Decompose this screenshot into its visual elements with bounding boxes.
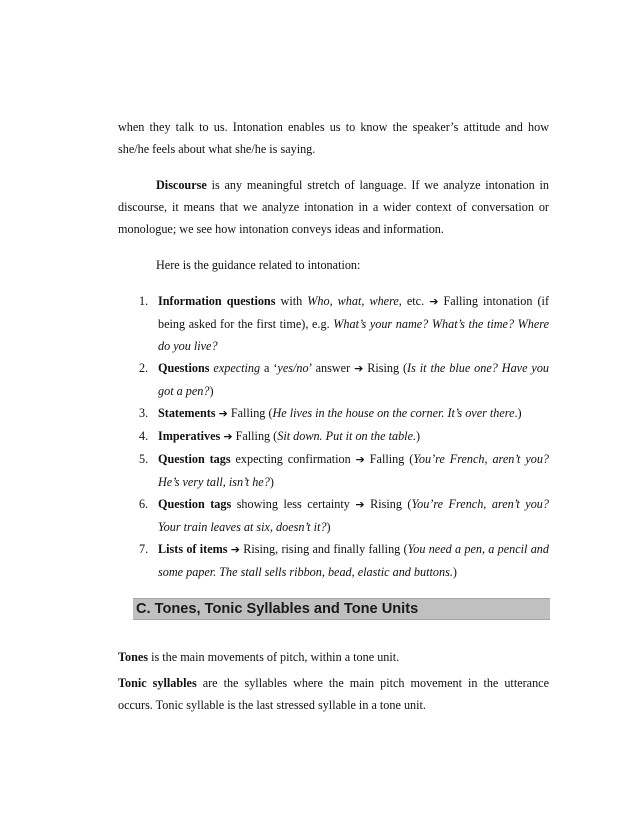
- list-item: 4. Imperatives ➔ Falling (Sit down. Put it on the table.): [118, 425, 549, 448]
- paragraph-tonic-syllables: [118, 672, 549, 716]
- arrow-icon: ➔: [355, 498, 365, 511]
- term-tonic-syllables: Tonic syllables: [118, 676, 197, 690]
- arrow-icon: ➔: [354, 362, 364, 375]
- arrow-icon: ➔: [218, 407, 228, 420]
- section-heading-band: [133, 598, 550, 620]
- section-heading: C. Tones, Tonic Syllables and Tone Units: [136, 601, 419, 617]
- list-number: 4.: [139, 429, 149, 443]
- arrow-icon: ➔: [429, 295, 439, 308]
- tonic-syllables-definition: are the syllables where the main pitch movement in the utterance occurs. Tonic syllable is the last stressed syllable in a tone unit.: [118, 676, 549, 712]
- list-number: 7.: [139, 542, 149, 556]
- list-number: 6.: [139, 497, 149, 511]
- term-discourse: Discourse: [156, 178, 207, 192]
- arrow-icon: ➔: [230, 543, 241, 556]
- paragraph-text: when they talk to us. Intonation enables us to know the speaker’s attitude and how she/he feels about what she/he is saying.: [118, 120, 549, 156]
- list-item: 5. Question tags expecting confirmation ➔ Falling (You’re French, aren’t you? He’s very tall, isn’t he?): [118, 448, 549, 493]
- list-number: 1.: [139, 294, 149, 308]
- discourse-definition: is any meaningful stretch of language. If we analyze intonation in discourse, it means that we analyze intonation in a wider context of conversation or monologue; we see how intonation conveys ideas and information.: [118, 178, 549, 236]
- list-item: 3. Statements ➔ Falling (He lives in the house on the corner. It’s over there.): [118, 402, 549, 425]
- term-tones: Tones: [118, 650, 149, 664]
- arrow-icon: ➔: [355, 453, 365, 466]
- list-number: 2.: [139, 361, 149, 375]
- list-number: 5.: [139, 452, 149, 466]
- paragraph-tones: [118, 646, 549, 668]
- intonation-guidance-list: [118, 290, 549, 583]
- arrow-icon: ➔: [223, 430, 233, 443]
- list-number: 3.: [139, 406, 149, 420]
- guidance-intro-text: Here is the guidance related to intonation:: [156, 258, 361, 272]
- list-item: 2. Questions expecting a ‘yes/no’ answer ➔ Rising (Is it the blue one? Have you got a pen?): [118, 357, 549, 402]
- tones-definition: is the main movements of pitch, within a tone unit.: [148, 650, 400, 664]
- paragraph-guidance-intro: [118, 254, 549, 276]
- list-item: 6. Question tags showing less certainty ➔ Rising (You’re French, aren’t you? Your train leaves at six, doesn’t it?): [118, 493, 549, 538]
- paragraph-intonation-continuation: [118, 116, 549, 160]
- list-item: 7. Lists of items ➔ Rising, rising and finally falling (You need a pen, a pencil and some paper. The stall sells ribbon, bead, elastic and buttons.): [118, 538, 549, 583]
- list-item: 1. Information questions with Who, what, where, etc. ➔ Falling intonation (if being asked for the first time), e.g. What’s your name? What’s the time? Where do you live?: [118, 290, 549, 357]
- paragraph-discourse: [118, 174, 549, 240]
